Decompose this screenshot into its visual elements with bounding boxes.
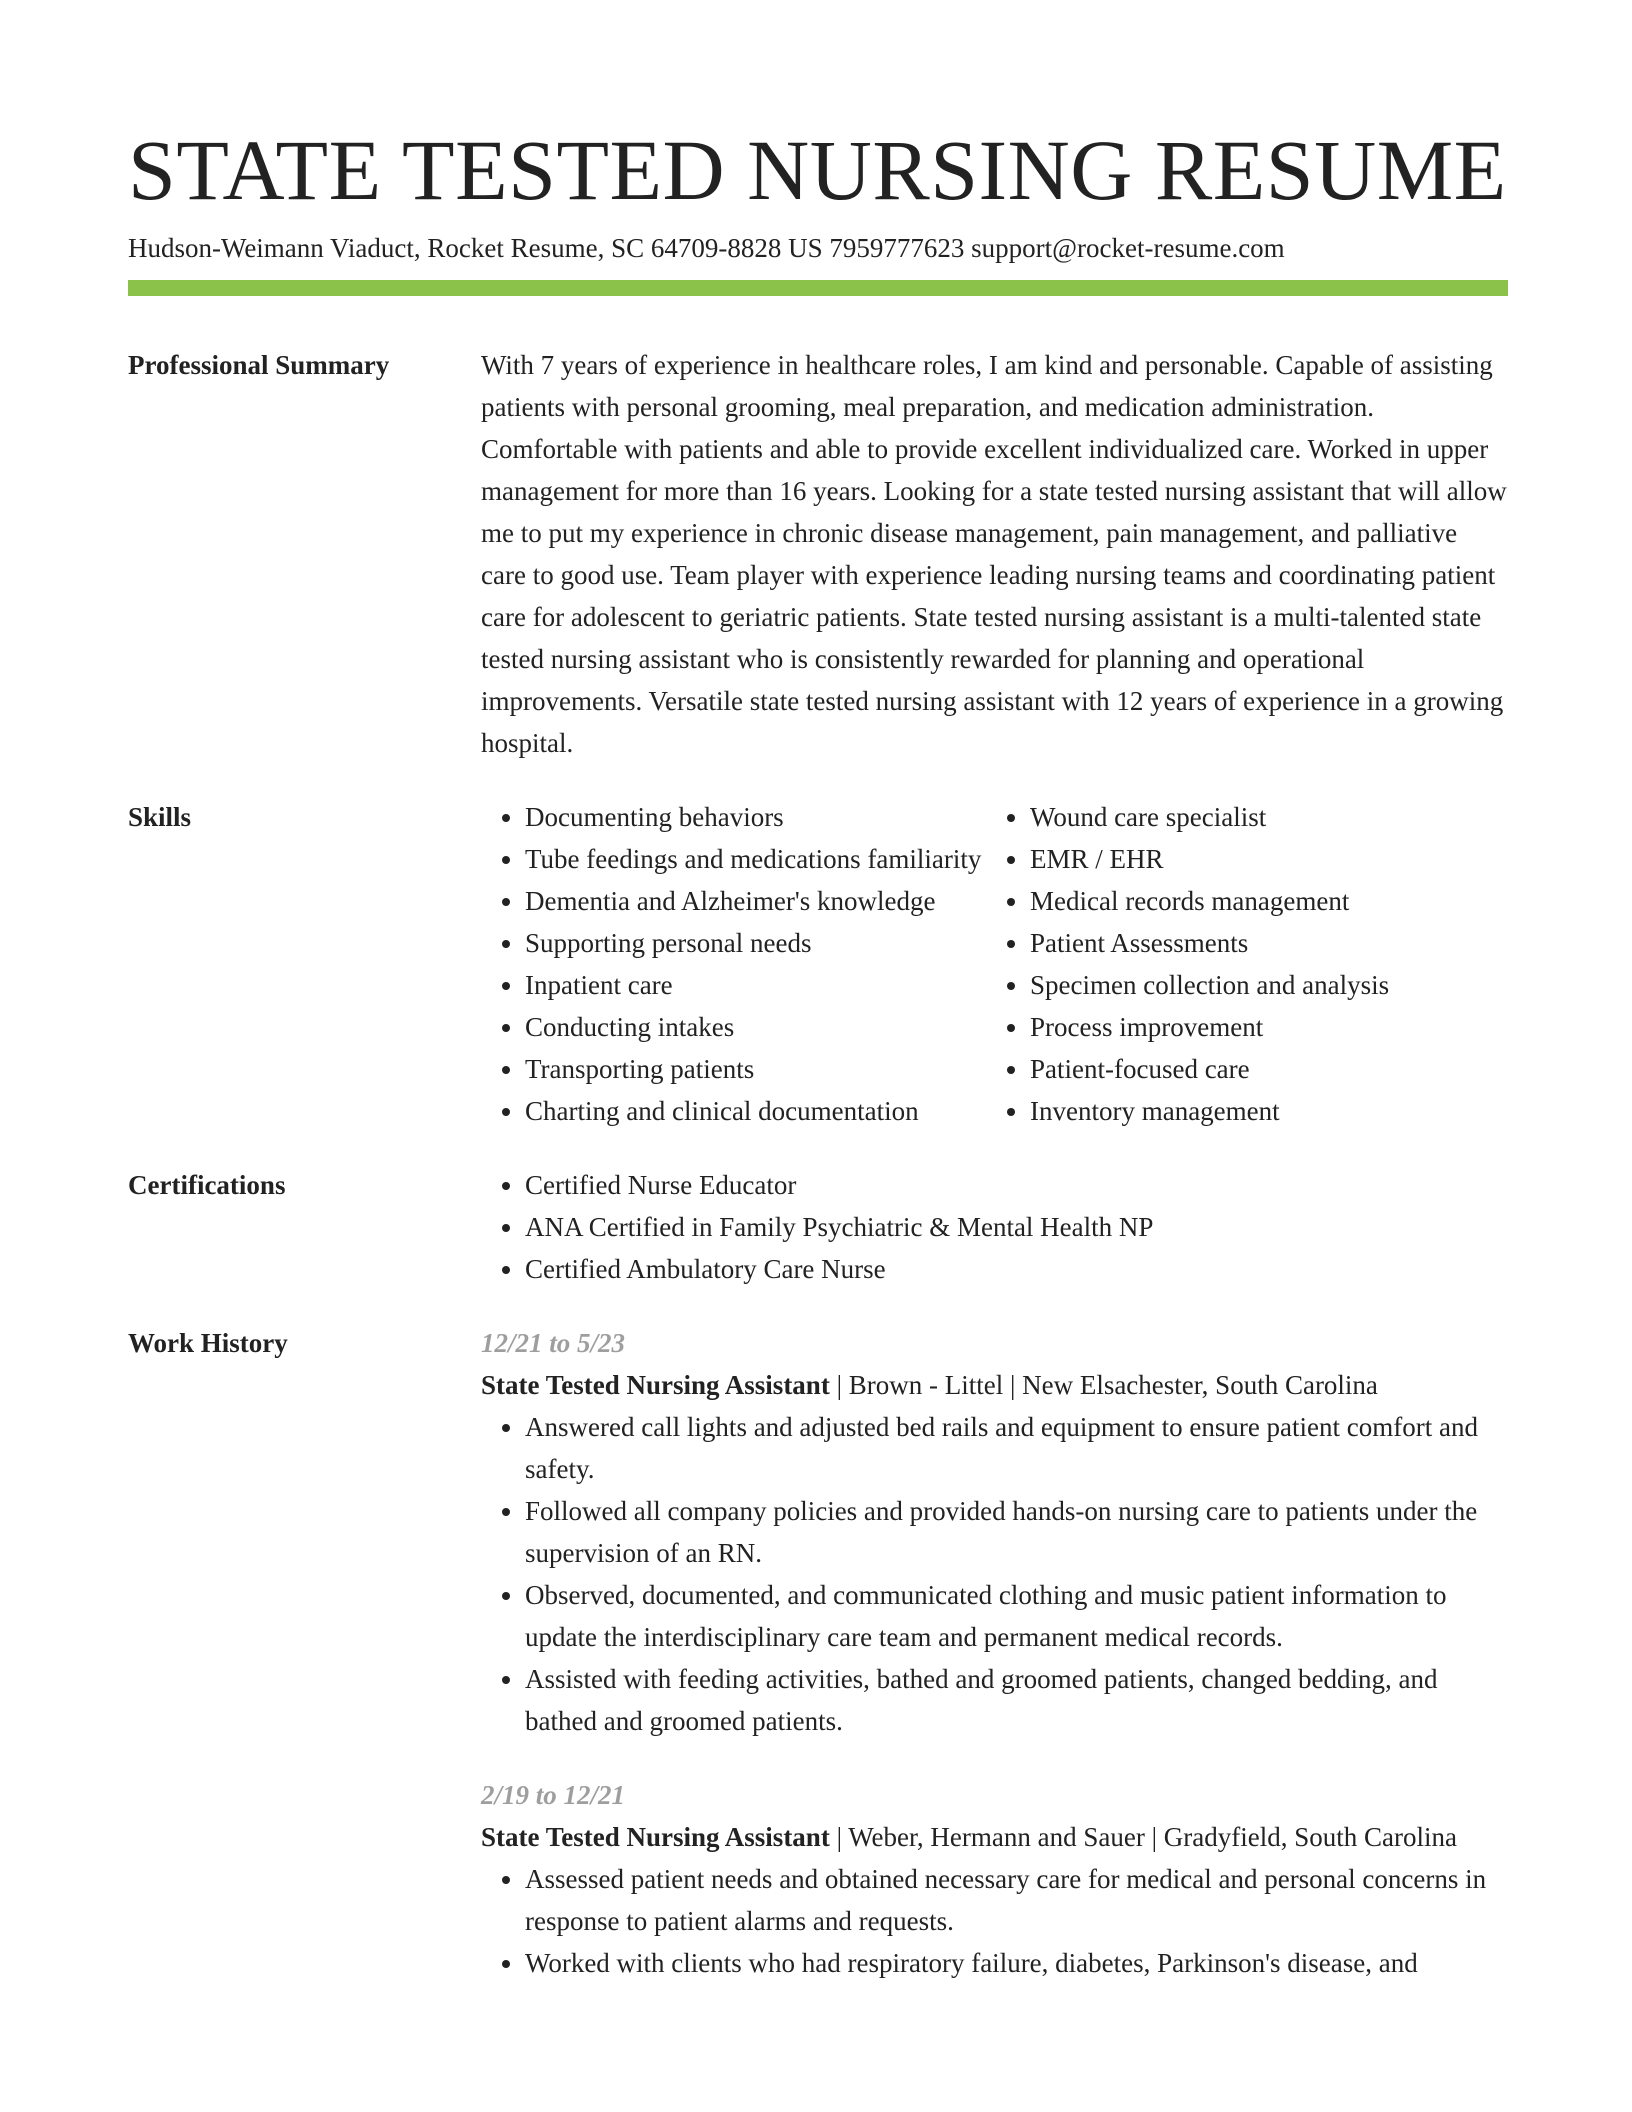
skill-item: • Documenting behaviors <box>525 796 986 838</box>
job-heading <box>481 1364 1508 1406</box>
skill-item: • Inventory management <box>1030 1090 1508 1132</box>
job-entry <box>481 1774 1508 1984</box>
job-details: | Weber, Hermann and Sauer | Gradyfield, South Carolina <box>829 1822 1457 1852</box>
contact-email[interactable]: support@rocket-resume.com <box>971 233 1285 263</box>
work-history-section <box>128 1322 1508 2016</box>
skill-item: • EMR / EHR <box>1030 838 1508 880</box>
accent-divider <box>128 280 1508 296</box>
certification-item: • Certified Ambulatory Care Nurse <box>525 1248 1508 1290</box>
job-bullet: • Worked with clients who had respiratory failure, diabetes, Parkinson's disease, and <box>525 1942 1508 1984</box>
skill-item: • Specimen collection and analysis <box>1030 964 1508 1006</box>
work-history-heading: Work History <box>128 1328 288 1358</box>
skill-item: • Patient Assessments <box>1030 922 1508 964</box>
job-entry <box>481 1322 1508 1742</box>
skill-item: • Transporting patients <box>525 1048 986 1090</box>
skills-column-right <box>986 796 1508 1132</box>
job-dates: 2/19 to 12/21 <box>481 1780 626 1810</box>
skill-item: • Medical records management <box>1030 880 1508 922</box>
job-bullet: • Answered call lights and adjusted bed rails and equipment to ensure patient comfort and safety. <box>525 1406 1508 1490</box>
summary-section <box>128 344 1508 764</box>
skill-item: • Conducting intakes <box>525 1006 986 1048</box>
skill-item: • Dementia and Alzheimer's knowledge <box>525 880 986 922</box>
skills-column-left <box>481 796 986 1132</box>
summary-text: With 7 years of experience in healthcare roles, I am kind and personable. Capable of assisting patients with personal grooming, meal preparation, and medication administration. Comfortable with patients and able to provide excellent individualized care. Worked in upper management for more than 16 years. Looking for a state tested nursing assistant that will allow me to put my experience in chronic disease management, pain management, and palliative care to good use. Team player with experience leading nursing teams and coordinating patient care for adolescent to geriatric patients. State tested nursing assistant is a multi-talented state tested nursing assistant who is consistently rewarded for planning and operational improvements. Versatile state tested nursing assistant with 12 years of experience in a growing hospital. <box>481 350 1507 758</box>
skill-item: • Supporting personal needs <box>525 922 986 964</box>
skill-item: • Charting and clinical documentation <box>525 1090 986 1132</box>
job-details: | Brown - Littel | New Elsachester, South Carolina <box>829 1370 1378 1400</box>
job-bullet: • Observed, documented, and communicated clothing and music patient information to update the interdisciplinary care team and permanent medical records. <box>525 1574 1508 1658</box>
certification-item: • Certified Nurse Educator <box>525 1164 1508 1206</box>
resume-page <box>128 120 1508 2016</box>
job-role: State Tested Nursing Assistant <box>481 1370 830 1400</box>
job-dates: 12/21 to 5/23 <box>481 1328 626 1358</box>
skills-heading: Skills <box>128 802 192 832</box>
skill-item: • Inpatient care <box>525 964 986 1006</box>
resume-title: STATE TESTED NURSING RESUME <box>128 122 1507 218</box>
contact-address: Hudson-Weimann Viaduct, Rocket Resume, SC 64709-8828 US <box>128 233 823 263</box>
job-role: State Tested Nursing Assistant <box>481 1822 830 1852</box>
certification-item: • ANA Certified in Family Psychiatric & Mental Health NP <box>525 1206 1508 1248</box>
contact-line <box>128 228 1508 268</box>
skills-section <box>128 796 1508 1132</box>
job-bullet: • Followed all company policies and provided hands-on nursing care to patients under the supervision of an RN. <box>525 1490 1508 1574</box>
job-bullet: • Assisted with feeding activities, bathed and groomed patients, changed bedding, and bathed and groomed patients. <box>525 1658 1508 1742</box>
contact-phone: 7959777623 <box>829 233 965 263</box>
skill-item: • Wound care specialist <box>1030 796 1508 838</box>
certifications-heading: Certifications <box>128 1170 286 1200</box>
certifications-section <box>128 1164 1508 1290</box>
skill-item: • Process improvement <box>1030 1006 1508 1048</box>
job-bullet: • Assessed patient needs and obtained necessary care for medical and personal concerns in response to patient alarms and requests. <box>525 1858 1508 1942</box>
skill-item: • Patient-focused care <box>1030 1048 1508 1090</box>
summary-heading: Professional Summary <box>128 350 390 380</box>
job-heading <box>481 1816 1508 1858</box>
skill-item: • Tube feedings and medications familiarity <box>525 838 986 880</box>
